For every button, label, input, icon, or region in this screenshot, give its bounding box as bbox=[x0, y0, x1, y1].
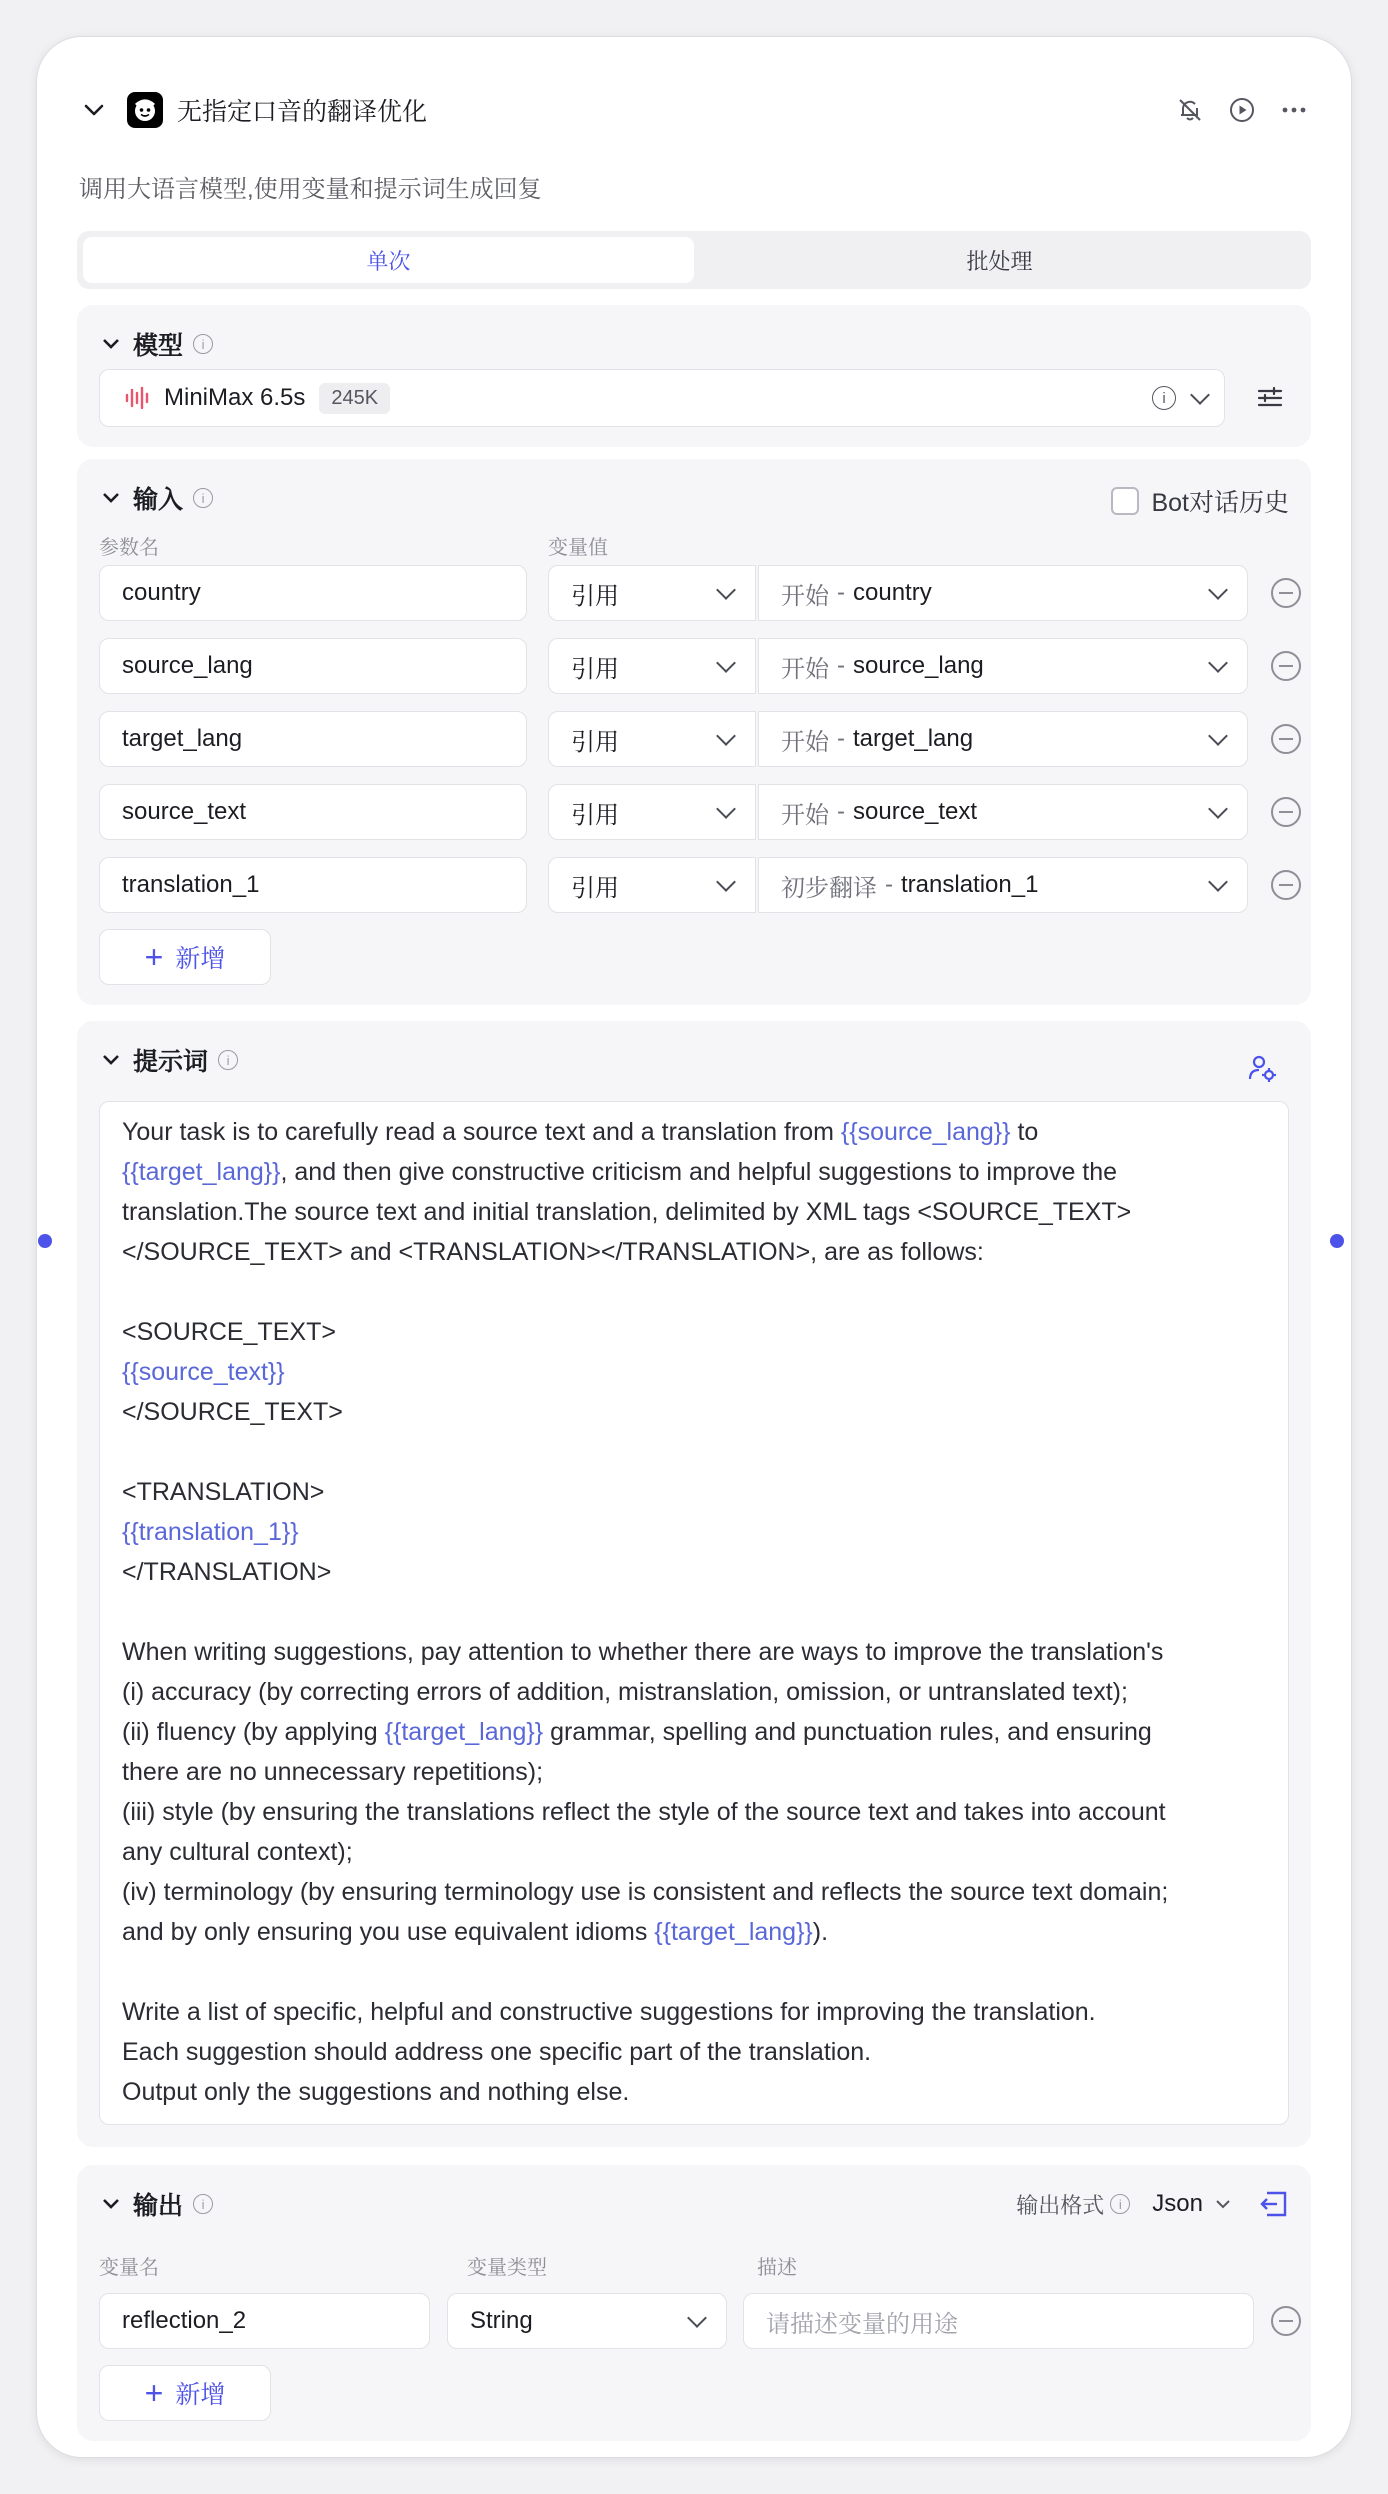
output-format-select[interactable] bbox=[1152, 2190, 1231, 2218]
input-port-dot[interactable] bbox=[38, 1234, 52, 1248]
input-ref-source: 开始 bbox=[781, 801, 829, 829]
input-value-type-select[interactable] bbox=[548, 565, 756, 621]
prompt-text: </TRANSLATION> When writing suggestions, pay attention to whether there are ways to improve the translation's (i) accuracy (by correcting errors of addition, mistranslation, omission, or untranslated text); (ii) fluency (by applying bbox=[122, 1558, 1164, 1746]
prompt-variable: {{target_lang}} bbox=[654, 1918, 813, 1946]
prompt-variable: {{source_text}} bbox=[122, 1358, 285, 1386]
node-title[interactable]: 无指定口音的翻译优化 bbox=[177, 98, 428, 126]
input-value-type-select[interactable] bbox=[548, 638, 756, 694]
input-ref-variable: target_lang bbox=[853, 725, 974, 752]
model-settings-icon[interactable] bbox=[1255, 383, 1285, 413]
model-info-icon[interactable]: i bbox=[1142, 386, 1176, 410]
input-value-type-select[interactable] bbox=[548, 784, 756, 840]
node-avatar-icon bbox=[127, 92, 163, 128]
remove-input-icon[interactable] bbox=[1271, 651, 1301, 681]
input-value-type: 引用 bbox=[571, 655, 619, 683]
input-section-title: 输入 bbox=[133, 486, 184, 514]
tab-batch[interactable]: 批处理 bbox=[966, 248, 1033, 274]
chevron-down-icon bbox=[719, 590, 733, 597]
node-header bbox=[79, 83, 1309, 137]
chevron-down-icon[interactable] bbox=[1176, 395, 1224, 402]
input-value-ref-select[interactable] bbox=[758, 857, 1248, 913]
input-param-name-value: source_lang bbox=[122, 652, 253, 679]
info-icon[interactable]: i bbox=[193, 2194, 213, 2214]
chevron-down-icon bbox=[719, 663, 733, 670]
model-section-title: 模型 bbox=[133, 332, 184, 360]
prompt-editor[interactable] bbox=[99, 1101, 1289, 2125]
output-type-select[interactable] bbox=[447, 2293, 727, 2349]
output-expand-icon[interactable] bbox=[1259, 2189, 1289, 2219]
chevron-down-icon[interactable] bbox=[99, 332, 123, 356]
input-value-type-select[interactable] bbox=[548, 711, 756, 767]
input-ref-separator: - bbox=[837, 798, 845, 825]
prompt-variable: {{target_lang}} bbox=[122, 1158, 281, 1186]
output-name-value: reflection_2 bbox=[122, 2307, 247, 2334]
chevron-down-icon[interactable] bbox=[99, 486, 123, 510]
chevron-down-icon[interactable] bbox=[99, 2192, 123, 2216]
node-body bbox=[47, 47, 1341, 2447]
input-param-name-value: translation_1 bbox=[122, 871, 260, 898]
column-value: 变量值 bbox=[548, 537, 608, 559]
output-type-value: String bbox=[470, 2307, 533, 2334]
remove-input-icon[interactable] bbox=[1271, 797, 1301, 827]
input-value-type-select[interactable] bbox=[548, 857, 756, 913]
prompt-text: to bbox=[1017, 1118, 1039, 1146]
input-ref-source: 开始 bbox=[781, 582, 829, 610]
remove-input-icon[interactable] bbox=[1271, 870, 1301, 900]
output-section-title: 输出 bbox=[133, 2192, 184, 2220]
chat-history-label: Bot对话历史 bbox=[1151, 489, 1289, 517]
output-section-header[interactable] bbox=[99, 2187, 213, 2221]
model-section bbox=[77, 305, 1311, 447]
input-value-type: 引用 bbox=[571, 582, 619, 610]
chevron-down-icon bbox=[1211, 590, 1225, 597]
input-ref-variable: source_text bbox=[853, 798, 978, 825]
prompt-variable: {{target_lang}} bbox=[384, 1718, 544, 1746]
input-ref-variable: translation_1 bbox=[901, 871, 1039, 898]
input-ref-source: 初步翻译 bbox=[781, 874, 877, 902]
prompt-section bbox=[77, 1021, 1311, 2147]
input-ref-separator: - bbox=[837, 652, 845, 679]
input-value-ref-select[interactable] bbox=[758, 638, 1248, 694]
output-format-control bbox=[1016, 2187, 1289, 2221]
remove-output-icon[interactable] bbox=[1271, 2306, 1301, 2336]
info-icon[interactable]: i bbox=[193, 488, 213, 508]
node-description: 调用大语言模型,使用变量和提示词生成回复 bbox=[79, 176, 542, 203]
input-ref-variable: country bbox=[853, 579, 932, 606]
chevron-down-icon bbox=[1211, 882, 1225, 889]
chevron-down-icon bbox=[719, 736, 733, 743]
prompt-section-title: 提示词 bbox=[133, 1048, 209, 1076]
input-param-name-value: target_lang bbox=[122, 725, 243, 752]
input-value-type: 引用 bbox=[571, 801, 619, 829]
add-input-button[interactable] bbox=[99, 929, 271, 985]
prompt-text: </SOURCE_TEXT> <TRANSLATION> bbox=[122, 1398, 343, 1506]
chevron-down-icon bbox=[1215, 2199, 1231, 2209]
input-value-ref-select[interactable] bbox=[758, 784, 1248, 840]
output-format-label: 输出格式 bbox=[1016, 2192, 1105, 2218]
add-output-button[interactable] bbox=[99, 2365, 271, 2421]
tab-single[interactable]: 单次 bbox=[83, 237, 694, 283]
input-ref-separator: - bbox=[837, 579, 845, 606]
column-var-name: 变量名 bbox=[99, 2257, 159, 2279]
add-output-label: 新增 bbox=[175, 2381, 226, 2409]
plus-icon: + bbox=[144, 939, 164, 975]
input-param-name-value: country bbox=[122, 579, 201, 606]
model-select[interactable] bbox=[99, 369, 1225, 427]
input-value-ref-select[interactable] bbox=[758, 711, 1248, 767]
mode-tabs bbox=[77, 231, 1311, 289]
output-port-dot[interactable] bbox=[1330, 1234, 1344, 1248]
output-description-input[interactable] bbox=[743, 2293, 1254, 2349]
input-section bbox=[77, 459, 1311, 1005]
info-icon[interactable]: i bbox=[193, 334, 213, 354]
info-icon[interactable]: i bbox=[1110, 2194, 1130, 2214]
column-param-name: 参数名 bbox=[99, 537, 159, 559]
input-ref-source: 开始 bbox=[781, 728, 829, 756]
input-ref-source: 开始 bbox=[781, 655, 829, 683]
output-name-input[interactable] bbox=[99, 2293, 430, 2349]
input-value-ref-select[interactable] bbox=[758, 565, 1248, 621]
add-input-label: 新增 bbox=[175, 945, 226, 973]
bell-off-icon[interactable] bbox=[1175, 95, 1205, 125]
column-description: 描述 bbox=[757, 2257, 797, 2279]
input-ref-variable: source_lang bbox=[853, 652, 984, 679]
chevron-down-icon bbox=[1211, 736, 1225, 743]
model-name: MiniMax 6.5s bbox=[164, 384, 306, 411]
chevron-down-icon bbox=[719, 882, 733, 889]
chevron-down-icon bbox=[690, 2318, 704, 2325]
output-section bbox=[77, 2165, 1311, 2441]
prompt-text: Your task is to carefully read a source text and a translation from bbox=[122, 1118, 841, 1146]
input-param-name[interactable] bbox=[99, 565, 527, 621]
model-context-badge: 245K bbox=[319, 383, 390, 414]
plus-icon: + bbox=[144, 2375, 164, 2411]
model-brand-icon bbox=[124, 385, 150, 411]
prompt-variable: {{translation_1}} bbox=[122, 1518, 299, 1546]
prompt-section-header[interactable] bbox=[99, 1043, 238, 1077]
prompt-library-icon[interactable] bbox=[1247, 1053, 1277, 1083]
input-param-name[interactable] bbox=[99, 784, 527, 840]
chevron-down-icon[interactable] bbox=[99, 1048, 123, 1072]
chevron-down-icon bbox=[1211, 809, 1225, 816]
prompt-text: grammar, spelling and punctuation rules, and ensuring there are no unnecessary repetitions); (iii) style (by ensuring the translations reflect the style of the source text and takes into account any cultural context); (iv) terminology (by ensuring terminology use is consistent and reflects the source text domain; and by only ensuring you use equivalent idioms bbox=[122, 1718, 1169, 1946]
chevron-down-icon bbox=[719, 809, 733, 816]
llm-node-card bbox=[36, 36, 1352, 2458]
prompt-text: ). Write a list of specific, helpful and constructive suggestions for improving the translation. Each suggestion should address one specific part of the translation. Output only the suggestions and nothing else. bbox=[122, 1918, 1096, 2106]
prompt-text: , and then give constructive criticism and helpful suggestions to improve the translation.The source text and initial translation, delimited by XML tags <SOURCE_TEXT> </SOURCE_TEXT> and <TRANSLATION></TRANSLATION>, are as follows: <SOURCE_TEXT> bbox=[122, 1158, 1132, 1346]
output-format-value: Json bbox=[1152, 2190, 1203, 2217]
chat-history-checkbox[interactable] bbox=[1111, 487, 1139, 515]
input-ref-separator: - bbox=[837, 725, 845, 752]
input-param-name[interactable] bbox=[99, 711, 527, 767]
input-param-name[interactable] bbox=[99, 857, 527, 913]
input-value-type: 引用 bbox=[571, 728, 619, 756]
more-options-icon[interactable] bbox=[1279, 95, 1309, 125]
chat-history-toggle[interactable] bbox=[1111, 483, 1289, 519]
output-description-placeholder: 请描述变量的用途 bbox=[766, 2310, 958, 2338]
input-param-name[interactable] bbox=[99, 638, 527, 694]
model-section-header[interactable] bbox=[99, 327, 213, 361]
input-ref-separator: - bbox=[885, 871, 893, 898]
collapse-node-chevron-icon[interactable] bbox=[79, 95, 109, 125]
input-param-name-value: source_text bbox=[122, 798, 247, 825]
remove-input-icon[interactable] bbox=[1271, 578, 1301, 608]
input-value-type: 引用 bbox=[571, 874, 619, 902]
column-var-type: 变量类型 bbox=[467, 2257, 547, 2279]
run-play-icon[interactable] bbox=[1227, 95, 1257, 125]
remove-input-icon[interactable] bbox=[1271, 724, 1301, 754]
info-icon[interactable]: i bbox=[218, 1050, 238, 1070]
chevron-down-icon bbox=[1211, 663, 1225, 670]
prompt-variable: {{source_lang}} bbox=[840, 1118, 1011, 1146]
input-section-header[interactable] bbox=[99, 481, 213, 515]
